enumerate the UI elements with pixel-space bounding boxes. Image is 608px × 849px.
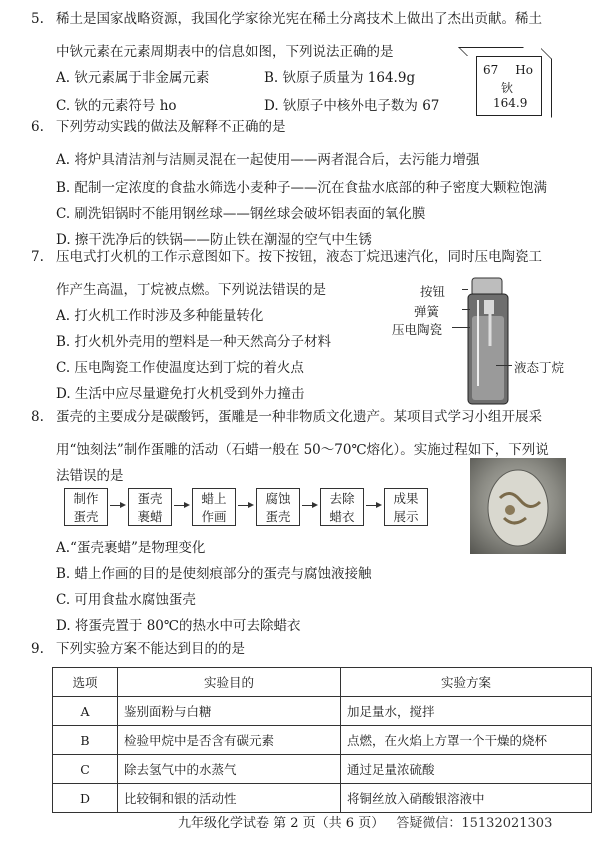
cell-plan: 将铜丝放入硝酸银溶液中 — [341, 784, 592, 813]
flow-arrow — [366, 505, 380, 506]
experiment-table — [52, 667, 592, 813]
flow-arrow — [174, 505, 188, 506]
flow-step-4 — [256, 488, 300, 526]
option-a: A.“蛋壳裹蜡”是物理变化 — [56, 540, 206, 556]
option-b: B. 钬原子质量为 164.9g — [264, 70, 416, 86]
question-stem: 下列实验方案不能达到目的的是 — [56, 641, 245, 657]
option-c: C. 钬的元素符号 ho — [56, 98, 177, 114]
question-stem: 蛋壳的主要成分是碳酸钙，蛋雕是一种非物质文化遗产。某项目式学习小组开展采 — [56, 409, 542, 425]
table-header-row — [53, 668, 592, 697]
egg-carving-photo — [470, 458, 566, 554]
option-c: C. 可用食盐水腐蚀蛋壳 — [56, 592, 196, 608]
cell-plan: 通过足量浓硫酸 — [341, 755, 592, 784]
flow-arrow — [302, 505, 316, 506]
question-stem: 下列劳动实践的做法及解释不正确的是 — [56, 119, 286, 135]
flow-step-line: 腐蚀 — [265, 491, 291, 506]
table-row — [53, 784, 592, 813]
header-purpose: 实验目的 — [118, 668, 341, 697]
flow-arrow — [238, 505, 252, 506]
flow-step-line: 蛋壳 — [137, 491, 163, 506]
question-number: 5. — [31, 11, 44, 27]
question-number: 8. — [31, 409, 44, 425]
label-piezo: 压电陶瓷 — [392, 322, 443, 337]
label-spring: 弹簧 — [414, 304, 440, 319]
flow-step-line: 蜡上 — [201, 491, 227, 506]
flow-step-line: 成果 — [393, 491, 419, 506]
element-name: 钬 — [501, 81, 514, 95]
cell-option: B — [53, 726, 118, 755]
option-b: B. 蜡上作画的目的是使刻痕部分的蛋壳与腐蚀液接触 — [56, 566, 372, 582]
flow-step-2 — [128, 488, 172, 526]
cell-purpose: 鉴别面粉与白糖 — [118, 697, 341, 726]
option-d: D. 生活中应尽量避免打火机受到外力撞击 — [56, 386, 305, 402]
question-stem-cont: 作产生高温，丁烷被点燃。下列说法错误的是 — [56, 282, 326, 298]
flow-step-line: 蛋壳 — [73, 509, 99, 524]
table-row — [53, 755, 592, 784]
option-d: D. 擦干洗净后的铁锅——防止铁在潮湿的空气中生锈 — [56, 232, 372, 248]
flow-step-line: 蛋壳 — [265, 509, 291, 524]
question-stem: 稀土是国家战略资源，我国化学家徐光宪在稀土分离技术上做出了杰出贡献。稀土 — [56, 11, 542, 27]
flow-step-1 — [64, 488, 108, 526]
page-footer — [178, 812, 552, 831]
cell-option: A — [53, 697, 118, 726]
option-b: B. 打火机外壳用的塑料是一种天然高分子材料 — [56, 334, 332, 350]
question-stem-cont: 中钬元素在元素周期表中的信息如图，下列说法正确的是 — [56, 44, 394, 60]
flow-step-line: 展示 — [393, 509, 419, 524]
cell-purpose: 比较铜和银的活动性 — [118, 784, 341, 813]
cell-option: C — [53, 755, 118, 784]
option-a: A. 钬元素属于非金属元素 — [56, 70, 210, 86]
question-stem-cont: 法错误的是 — [56, 468, 124, 484]
question-number: 7. — [31, 249, 44, 265]
flow-arrow — [110, 505, 124, 506]
flow-step-line: 去除 — [329, 491, 355, 506]
table-row — [53, 697, 592, 726]
flow-step-line: 裹蜡 — [137, 509, 163, 524]
flow-step-line: 作画 — [201, 509, 227, 524]
flow-step-line: 蜡衣 — [329, 509, 355, 524]
label-button: 按钮 — [420, 284, 446, 299]
question-stem: 压电式打火机的工作示意图如下。按下按钮，液态丁烷迅速汽化，同时压电陶瓷工 — [56, 249, 542, 265]
cell-plan: 点燃，在火焰上方罩一个干燥的烧杯 — [341, 726, 592, 755]
lighter-diagram — [464, 276, 512, 406]
atomic-number: 67 — [483, 63, 499, 77]
cell-purpose: 检验甲烷中是否含有碳元素 — [118, 726, 341, 755]
option-a: A. 将炉具清洁剂与洁厕灵混在一起使用——两者混合后，去污能力增强 — [56, 152, 480, 168]
question-number: 9. — [31, 641, 44, 657]
flow-step-3 — [192, 488, 236, 526]
flow-step-line: 制作 — [73, 491, 99, 506]
atomic-mass: 164.9 — [493, 96, 528, 110]
cell-option: D — [53, 784, 118, 813]
option-d: D. 钬原子中核外电子数为 67 — [264, 98, 440, 114]
option-c: C. 压电陶瓷工作使温度达到丁烷的着火点 — [56, 360, 304, 376]
header-option: 选项 — [53, 668, 118, 697]
question-number: 6. — [31, 119, 44, 135]
footer-contact: 答疑微信：15132021303 — [396, 816, 553, 831]
periodic-table-cell — [476, 56, 542, 116]
element-symbol: Ho — [515, 63, 533, 77]
header-plan: 实验方案 — [341, 668, 592, 697]
option-d: D. 将蛋壳置于 80℃的热水中可去除蜡衣 — [56, 618, 301, 634]
cell-purpose: 除去氢气中的水蒸气 — [118, 755, 341, 784]
option-c: C. 刷洗铝锅时不能用钢丝球——钢丝球会破坏铝表面的氧化膜 — [56, 206, 426, 222]
flow-step-5 — [320, 488, 364, 526]
flow-step-6 — [384, 488, 428, 526]
question-stem-cont: 用“蚀刻法”制作蛋雕的活动（石蜡一般在 50～70℃熔化）。实施过程如下，下列说 — [56, 442, 549, 458]
option-a: A. 打火机工作时涉及多种能量转化 — [56, 308, 264, 324]
label-butane: 液态丁烷 — [514, 360, 565, 375]
table-row — [53, 726, 592, 755]
option-b: B. 配制一定浓度的食盐水筛选小麦种子——沉在食盐水底部的种子密度大颗粒饱满 — [56, 180, 548, 196]
cell-plan: 加足量水，搅拌 — [341, 697, 592, 726]
footer-page-info: 九年级化学试卷 第 2 页（共 6 页） — [178, 816, 385, 831]
